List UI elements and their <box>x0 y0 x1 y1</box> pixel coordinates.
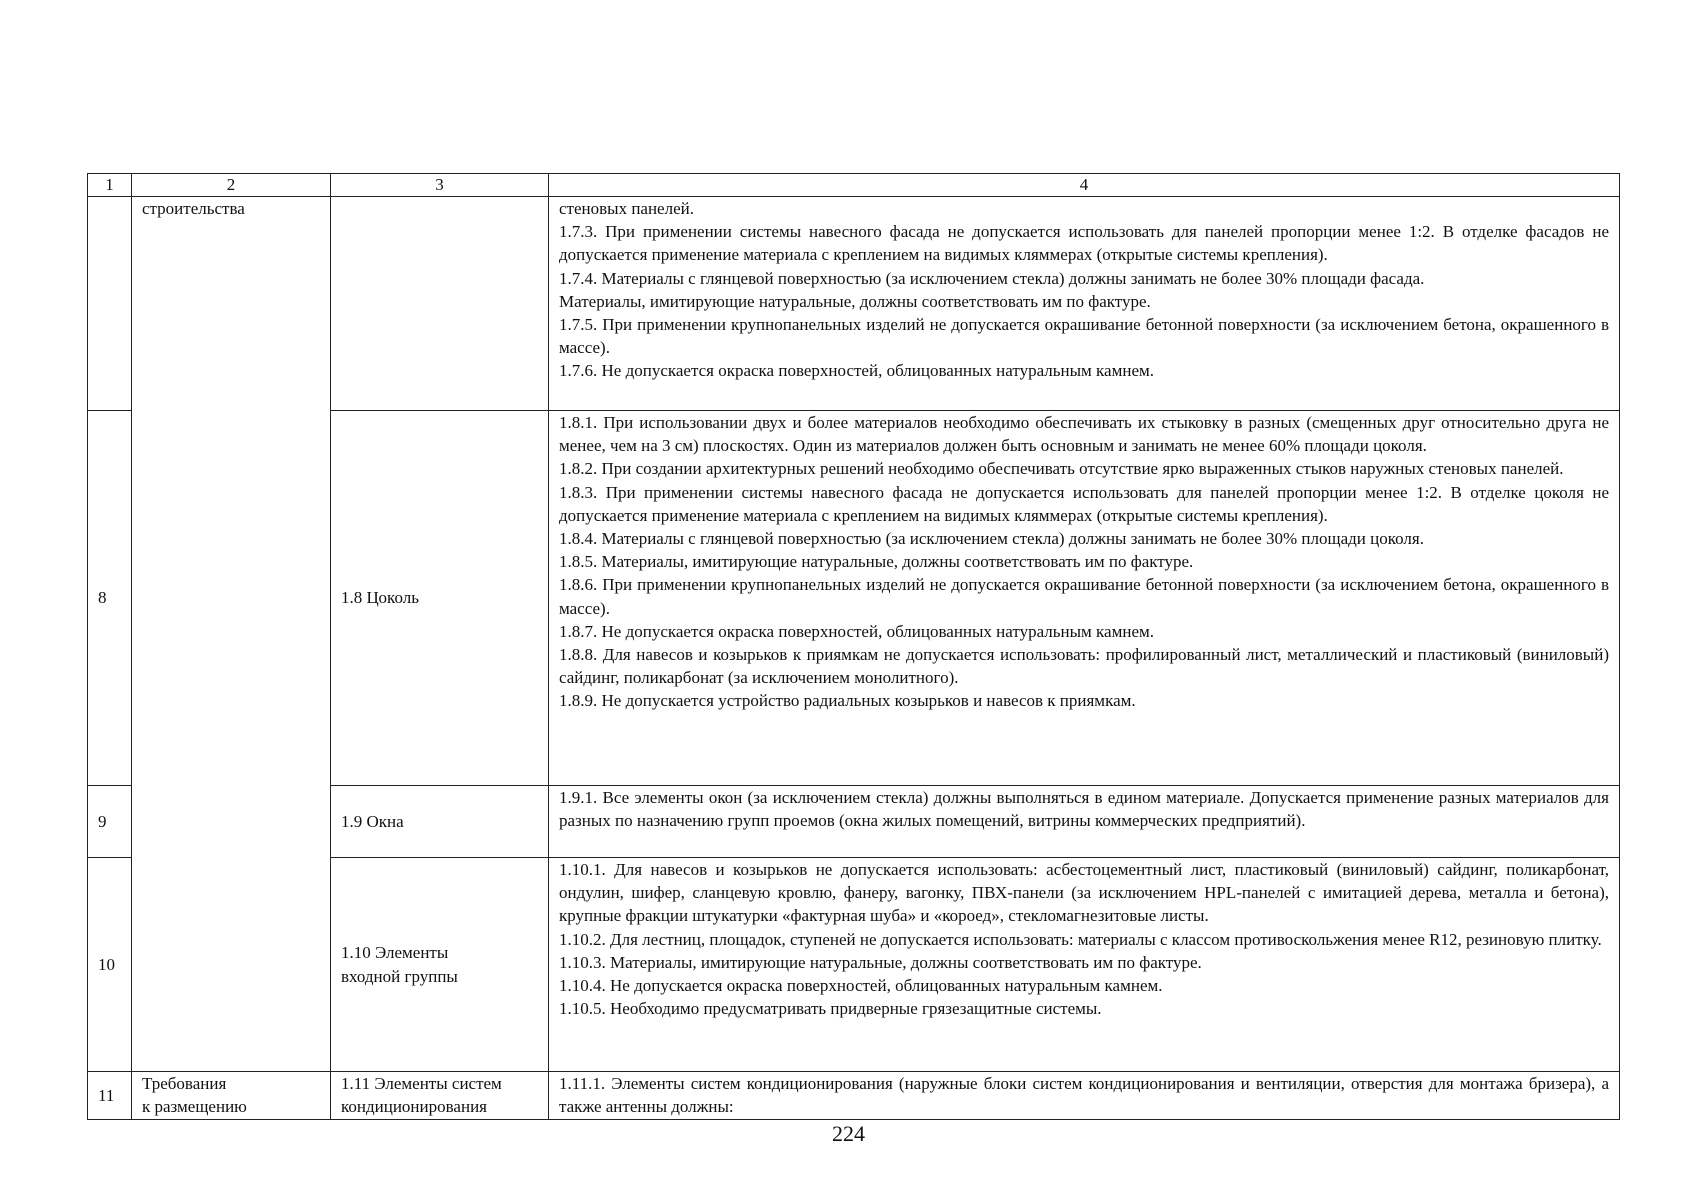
requirement-item: 1.8.9. Не допускается устройство радиальных козырьков и навесов к приямкам. <box>559 691 1136 711</box>
requirements-cell <box>549 1072 1620 1120</box>
requirement-item: 1.8.5. Материалы, имитирующие натуральные, должны соответствовать им по фактуре. <box>559 552 1194 572</box>
requirement-item: 1.11.1. Элементы систем кондиционирования (наружные блоки систем кондиционирования и вентиляции, отверстия для монтажа бризера), а также антенны должны: <box>559 1074 1609 1117</box>
requirements-cell <box>549 858 1620 1072</box>
section-label-line: 1.10 Элементы <box>341 943 449 963</box>
requirement-item: 1.10.2. Для лестниц, площадок, ступеней не допускается использовать: материалы с классом противоскольжения менее R12, резиновую плитку. <box>559 929 1602 949</box>
requirement-item: стеновых панелей. <box>559 199 694 218</box>
table-row <box>88 197 1620 411</box>
header-col-1: 1 <box>88 174 132 197</box>
requirements-cell <box>549 411 1620 786</box>
requirement-item: 1.7.5. При применении крупнопанельных изделий не допускается окрашивание бетонной поверхности (за исключением бетона, окрашенного в массе). <box>559 315 1609 358</box>
section-cell <box>331 197 549 411</box>
requirement-item: 1.10.1. Для навесов и козырьков не допускается использовать: асбестоцементный лист, пластиковый (виниловый) сайдинг, поликарбонат, ондулин, шифер, сланцевую кровлю, фанеру, вагонку, ПВХ-панели (за исключением HPL-панелей с имитацией дерева, металла и бетона), крупные фракции штукатурки «фактурная шуба» и «короед», стекломагнезитовые листы. <box>559 860 1609 926</box>
requirements-cell <box>549 786 1620 858</box>
requirements-cell <box>549 197 1620 411</box>
requirement-item: 1.8.6. При применении крупнопанельных изделий не допускается окрашивание бетонной поверхности (за исключением бетона, окрашенного в массе). <box>559 575 1609 618</box>
header-col-2: 2 <box>132 174 331 197</box>
category-label-line: к размещению <box>142 1097 247 1117</box>
category-label-line: Требования <box>142 1074 227 1093</box>
requirement-item: 1.8.4. Материалы с глянцевой поверхностью (за исключением стекла) должны занимать не более 30% площади цоколя. <box>559 529 1424 549</box>
section-label-line: 1.11 Элементы систем <box>341 1074 502 1093</box>
section-cell: 1.8 Цоколь <box>331 411 549 786</box>
requirement-item: 1.8.2. При создании архитектурных решений необходимо обеспечивать отсутствие ярко выраженных стыков наружных стеновых панелей. <box>559 459 1564 479</box>
requirement-item: 1.9.1. Все элементы окон (за исключением стекла) должны выполняться в едином материале. Допускается применение разных материалов для разных по назначению групп проемов (окна жилых помещений, витрины коммерческих предприятий). <box>559 788 1609 831</box>
requirement-item: 1.7.4. Материалы с глянцевой поверхностью (за исключением стекла) должны занимать не более 30% площади фасада. <box>559 268 1425 288</box>
requirement-item: 1.7.3. При применении системы навесного фасада не допускается использовать для панелей пропорции менее 1:2. В отделке фасадов не допускается применение материала с креплением на видимых кляммерах (открытые системы крепления). <box>559 222 1609 265</box>
row-number <box>88 197 132 411</box>
header-row <box>88 174 1620 197</box>
requirement-item: 1.10.4. Не допускается окраска поверхностей, облицованных натуральным камнем. <box>559 976 1163 996</box>
requirement-item: 1.7.6. Не допускается окраска поверхностей, облицованных натуральным камнем. <box>559 361 1155 381</box>
table-row <box>88 1072 1620 1120</box>
requirement-item: 1.10.5. Необходимо предусматривать придверные грязезащитные системы. <box>559 999 1102 1019</box>
requirement-item: 1.8.8. Для навесов и козырьков к приямкам не допускается использовать: профилированный лист, металлический и пластиковый (виниловый) сайдинг, поликарбонат (за исключением монолитного). <box>559 645 1609 688</box>
category-cell <box>132 1072 331 1120</box>
requirement-item: 1.8.1. При использовании двух и более материалов необходимо обеспечивать их стыковку в разных (смещенных друг относительно друга не менее, чем на 3 см) плоскостях. Один из материалов должен быть основным и занимать не менее 60% площади цоколя. <box>559 413 1609 456</box>
page-number: 224 <box>832 1121 865 1146</box>
row-number: 11 <box>88 1072 132 1120</box>
requirement-item: Материалы, имитирующие натуральные, должны соответствовать им по фактуре. <box>559 291 1151 311</box>
section-cell <box>331 858 549 1072</box>
header-col-3: 3 <box>331 174 549 197</box>
requirement-item: 1.10.3. Материалы, имитирующие натуральные, должны соответствовать им по фактуре. <box>559 952 1202 972</box>
row-number: 10 <box>88 858 132 1072</box>
requirement-item: 1.8.3. При применении системы навесного фасада не допускается использовать для панелей пропорции менее 1:2. В отделке цоколя не допускается применение материала с креплением на видимых кляммерах (открытые системы крепления). <box>559 482 1609 525</box>
row-number: 8 <box>88 411 132 786</box>
category-label: строительства <box>142 199 245 218</box>
section-cell: 1.9 Окна <box>331 786 549 858</box>
section-label-line: входной группы <box>341 966 458 986</box>
category-cell <box>132 197 331 1072</box>
section-label-line: кондиционирования <box>341 1097 487 1117</box>
section-cell <box>331 1072 549 1120</box>
row-number: 9 <box>88 786 132 858</box>
requirement-item: 1.8.7. Не допускается окраска поверхностей, облицованных натуральным камнем. <box>559 621 1155 641</box>
header-col-4: 4 <box>549 174 1620 197</box>
requirements-table <box>87 173 1620 1120</box>
